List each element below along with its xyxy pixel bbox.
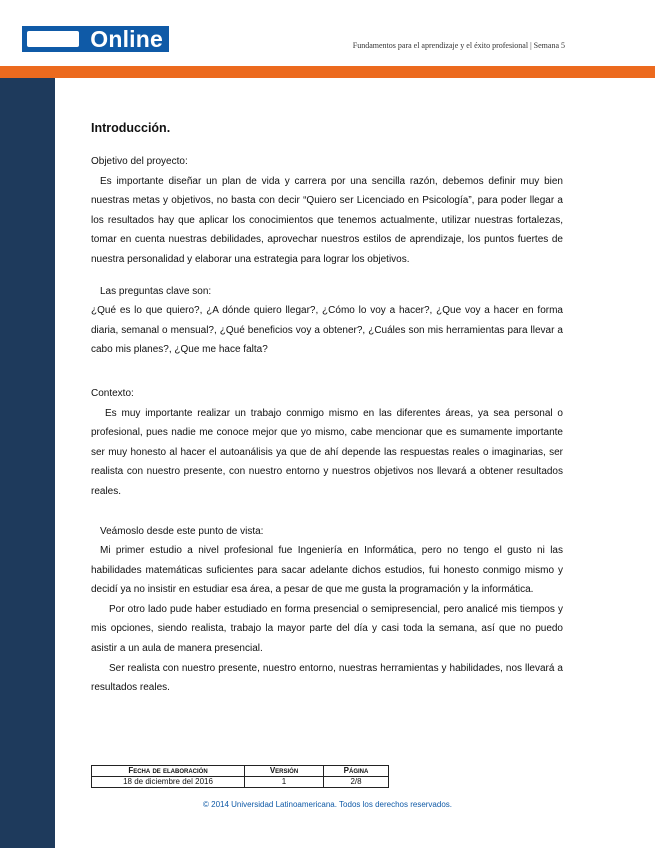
meta-value-row bbox=[92, 777, 389, 788]
viewpoint-paragraph-1: Mi primer estudio a nivel profesional fue Ingeniería en Informática, pero no tengo el gusto ni las habilidades matemáticas suficientes para sacar adelante dichos estudios, fui honesto conmigo mismo y decidí ya no insistir en estudiar esa área, a pesar de que me gusta la programación y la informática. bbox=[91, 545, 563, 596]
course-week: Semana 5 bbox=[533, 41, 565, 50]
course-caption bbox=[353, 41, 565, 50]
context-paragraph: Es muy importante realizar un trabajo conmigo mismo en las diferentes áreas, ya sea personal o profesional, pues nadie me conoce mejor que yo mismo, cabe mencionar que es sumamente importante ser muy honesto al hacer el autoanálisis ya que de ahí depende las respuestas reales o imaginarias, ser realista con nuestro presente, con nuestro entorno y nuestros objetivos nos llevará a obtener resultados reales. bbox=[91, 407, 563, 497]
page-header bbox=[0, 0, 655, 66]
context-label: Contexto: bbox=[91, 387, 134, 399]
meta-page-value: 2/8 bbox=[324, 777, 389, 788]
objective-label: Objetivo del proyecto: bbox=[91, 156, 188, 167]
questions-label: Las preguntas clave son: bbox=[100, 285, 212, 297]
viewpoint-label: Veámoslo desde este punto de vista: bbox=[100, 525, 264, 537]
course-name: Fundamentos para el aprendizaje y el éxito profesional bbox=[352, 41, 529, 50]
logo-redacted-mark bbox=[27, 31, 79, 47]
header-accent-bar bbox=[0, 66, 655, 78]
meta-header-page: Página bbox=[324, 766, 389, 777]
brand-logo bbox=[22, 26, 169, 52]
meta-header-date: Fecha de elaboración bbox=[92, 766, 245, 777]
questions-paragraph: ¿Qué es lo que quiero?, ¿A dónde quiero llegar?, ¿Cómo lo voy a hacer?, ¿Que voy a hacer en forma diaria, semanal o mensual?, ¿Qué beneficios voy a obtener?, ¿Cuáles son mis herramientas para llevar a cabo mis planes?, ¿Que me hace falta? bbox=[91, 305, 563, 356]
meta-header-row bbox=[92, 766, 389, 777]
viewpoint-paragraph-3: Ser realista con nuestro presente, nuestro entorno, nuestras herramientas y habilidades, nos llevará a resultados reales. bbox=[91, 662, 563, 694]
left-sidebar-band bbox=[0, 78, 55, 848]
objective-paragraph: Es importante diseñar un plan de vida y carrera por una sencilla razón, debemos definir muy bien nuestras metas y objetivos, no basta con decir “Quiero ser Licenciado en Psicología”, para poder llegar a los resultados hay que aplicar los conocimientos que tenemos actualmente, utilizar nuestras fortalezas, tomar en cuenta nuestras debilidades, aprovechar nuestros estilos de aprendizaje, los puntos fuertes de nuestra personalidad y elaborar una estrategia para lograr los objetivos. bbox=[91, 175, 563, 265]
meta-version-value: 1 bbox=[245, 777, 324, 788]
section-title: Introducción. bbox=[91, 121, 171, 135]
meta-header-version: Versión bbox=[245, 766, 324, 777]
copyright-footer: © 2014 Universidad Latinoamericana. Todos los derechos reservados. bbox=[203, 800, 452, 809]
document-meta-table bbox=[91, 765, 389, 788]
logo-text: Online bbox=[90, 25, 163, 52]
meta-date-value: 18 de diciembre del 2016 bbox=[92, 777, 245, 788]
document-body bbox=[91, 121, 563, 698]
caption-separator: | bbox=[530, 41, 532, 50]
viewpoint-paragraph-2: Por otro lado pude haber estudiado en forma presencial o semipresencial, pero analicé mis tiempos y mis opciones, siendo realista, trabajo la mayor parte del día y casi toda la semana, así que no puedo asistir a un aula de manera presencial. bbox=[91, 603, 563, 655]
